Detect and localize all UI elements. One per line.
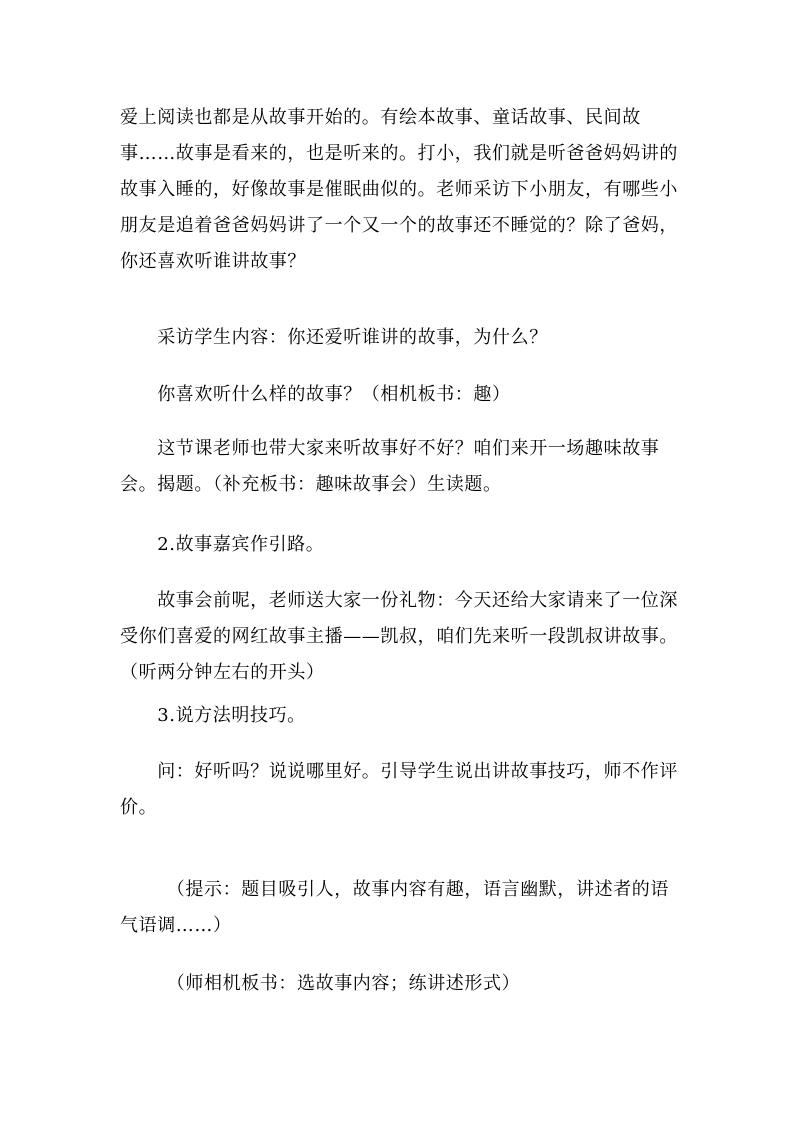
text-line: 气语调……） xyxy=(120,915,232,936)
text-line: 你还喜欢听谁讲故事？ xyxy=(120,251,306,272)
text-line: 2.故事嘉宾作引路。 xyxy=(120,534,325,555)
text-line: 你喜欢听什么样的故事？（相机板书：趣） xyxy=(120,384,511,405)
paragraph-topic xyxy=(120,431,680,503)
text-line: 爱上阅读也都是从故事开始的。有绘本故事、童话故事、民间故 xyxy=(120,107,641,128)
paragraph-question xyxy=(120,377,680,413)
paragraph-hint xyxy=(120,872,680,944)
text-line: 故事会前呢，老师送大家一份礼物：今天还给大家请来了一位深 xyxy=(120,590,678,611)
text-line: 采访学生内容：你还爱听谁讲的故事，为什么？ xyxy=(120,327,548,348)
text-line: 朋友是追着爸爸妈妈讲了一个又一个的故事还不睡觉的？除了爸妈， xyxy=(120,215,678,236)
text-line: 这节课老师也带大家来听故事好不好？咱们来开一场趣味故事 xyxy=(120,438,660,459)
section-heading-2 xyxy=(120,527,680,563)
text-line: 受你们喜爱的网红故事主播——凯叔，咱们先来听一段凯叔讲故事。 xyxy=(120,626,678,647)
paragraph-guest xyxy=(120,583,680,691)
text-line: 价。 xyxy=(120,797,158,818)
text-line: 故事入睡的，好像故事是催眠曲似的。老师采访下小朋友，有哪些小 xyxy=(120,179,678,200)
paragraph-board-note xyxy=(120,966,680,1002)
text-line: 会。揭题。（补充板书：趣味故事会）生读题。 xyxy=(120,474,502,495)
text-line: 事……故事是看来的，也是听来的。打小，我们就是听爸爸妈妈讲的 xyxy=(120,143,678,164)
paragraph-ask xyxy=(120,754,680,826)
section-heading-3 xyxy=(120,698,680,734)
paragraph-interview xyxy=(120,320,680,356)
text-line: 问：好听吗？说说哪里好。引导学生说出讲故事技巧，师不作评 xyxy=(120,761,678,782)
text-line: （师相机板书：选故事内容；练讲述形式） xyxy=(120,973,521,994)
text-line: 3.说方法明技巧。 xyxy=(120,705,306,726)
text-line: （听两分钟左右的开头） xyxy=(120,662,325,683)
text-line: （提示：题目吸引人，故事内容有趣，语言幽默，讲述者的语 xyxy=(120,879,669,900)
paragraph-intro xyxy=(120,100,680,280)
